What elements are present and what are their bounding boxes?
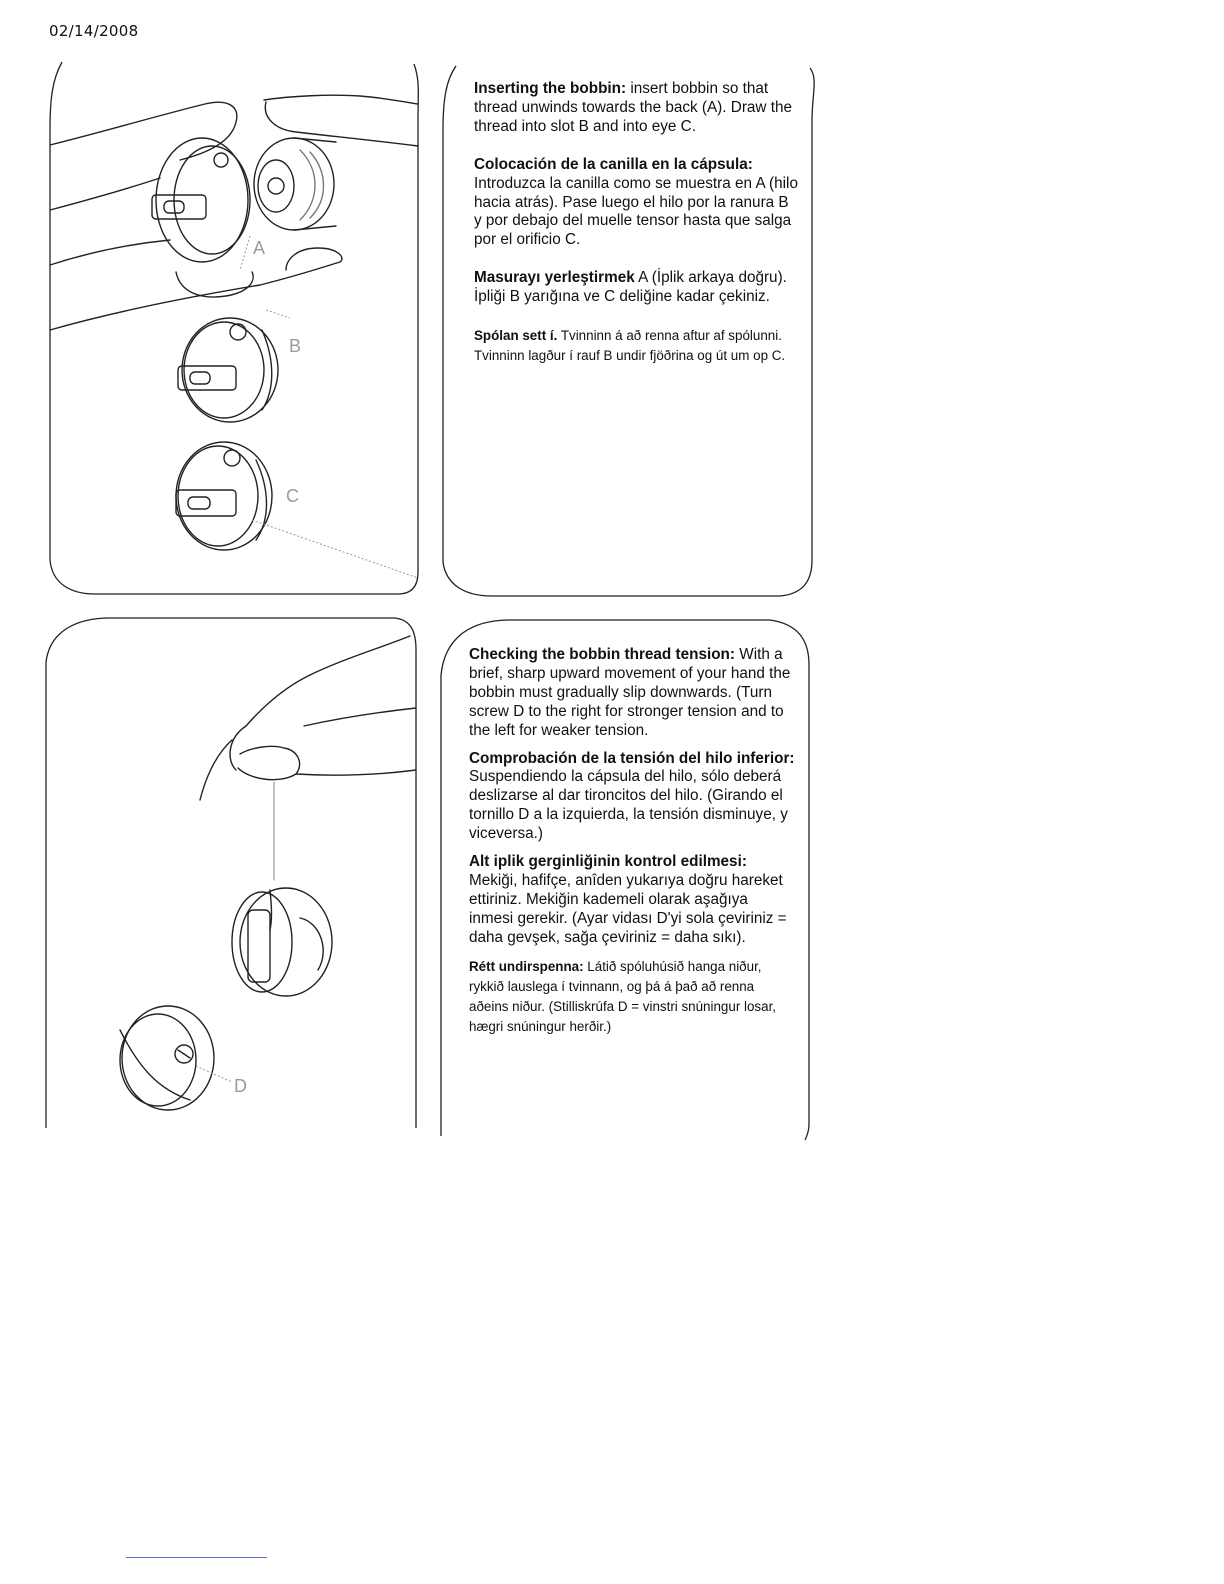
heading-icelandic: Spólan sett í. [474, 328, 558, 344]
instruction-turkish [474, 269, 799, 307]
heading-turkish: Masurayı yerleştirmek [474, 269, 635, 287]
body-english: With a brief, sharp upward movement of your hand the bobbin must gradually slip downwards. (Turn screw D to the right for stronger tension and to the left for weaker tension. [469, 646, 791, 739]
body-turkish: A (İplik arkaya doğru). İpliği B yarığına ve C deliğine kadar çekiniz. [474, 269, 787, 306]
heading-english: Inserting the bobbin: [474, 80, 627, 97]
body-spanish: Introduzca la canilla como se muestra en A (hilo hacia atrás). Pase luego el hilo por la ranura B y por debajo del muelle tensor hasta que salga por el orificio C. [474, 174, 798, 249]
body-icelandic: Látið spóluhúsið hanga niður, rykkið lauslega í tvinnann, og þá á það að renna aðeins niður. (Stilliskrúfa D = vinstri snúningur losar, hægri snúningur herðir.) [469, 958, 777, 1034]
figure-label-d: D [234, 1076, 247, 1096]
heading-english: Checking the bobbin thread tension: [469, 646, 736, 663]
body-turkish: Mekiği, hafifçe, anîden yukarıya doğru hareket ettiriniz. Mekiğin kademeli olarak aşağıya inmesi gerekir. (Ayar vidası D'yi sola çeviriniz = daha gevşek, sağa çeviriniz = daha sıkı). [469, 871, 787, 946]
scan-date: 02/14/2008 [49, 22, 139, 40]
instruction-icelandic [469, 957, 795, 1037]
body-english: insert bobbin so that thread unwinds towards the back (A). Draw the thread into slot B and into eye C. [474, 80, 792, 135]
instruction-spanish [474, 156, 799, 251]
figure-label-b: B [289, 336, 302, 356]
instruction-spanish [469, 750, 795, 845]
heading-icelandic: Rétt undirspenna: [469, 958, 584, 974]
body-spanish: Suspendiendo la cápsula del hilo, sólo deberá deslizarse al dar tironcitos del hilo. (Girando el tornillo D a la izquierda, la tensión disminuye, y viceversa.) [469, 768, 788, 843]
bobbin-tension-text [469, 646, 795, 1037]
figure-label-a: A [253, 238, 266, 258]
heading-turkish: Alt iplik gerginliğinin kontrol edilmesi: [469, 853, 747, 871]
instruction-english [474, 80, 799, 137]
instruction-english [469, 646, 795, 741]
body-icelandic: Tvinninn á að renna aftur af spólunni. Tvinninn lagður í rauf B undir fjöðrina og út um op C. [474, 328, 786, 364]
figure-label-c: C [286, 486, 299, 506]
heading-spanish: Comprobación de la tensión del hilo inferior: [469, 749, 795, 767]
instruction-icelandic [474, 326, 799, 366]
heading-spanish: Colocación de la canilla en la cápsula: [474, 155, 753, 173]
instruction-turkish [469, 853, 795, 948]
footer-rule [126, 1557, 267, 1558]
bobbin-insertion-text [474, 80, 799, 366]
